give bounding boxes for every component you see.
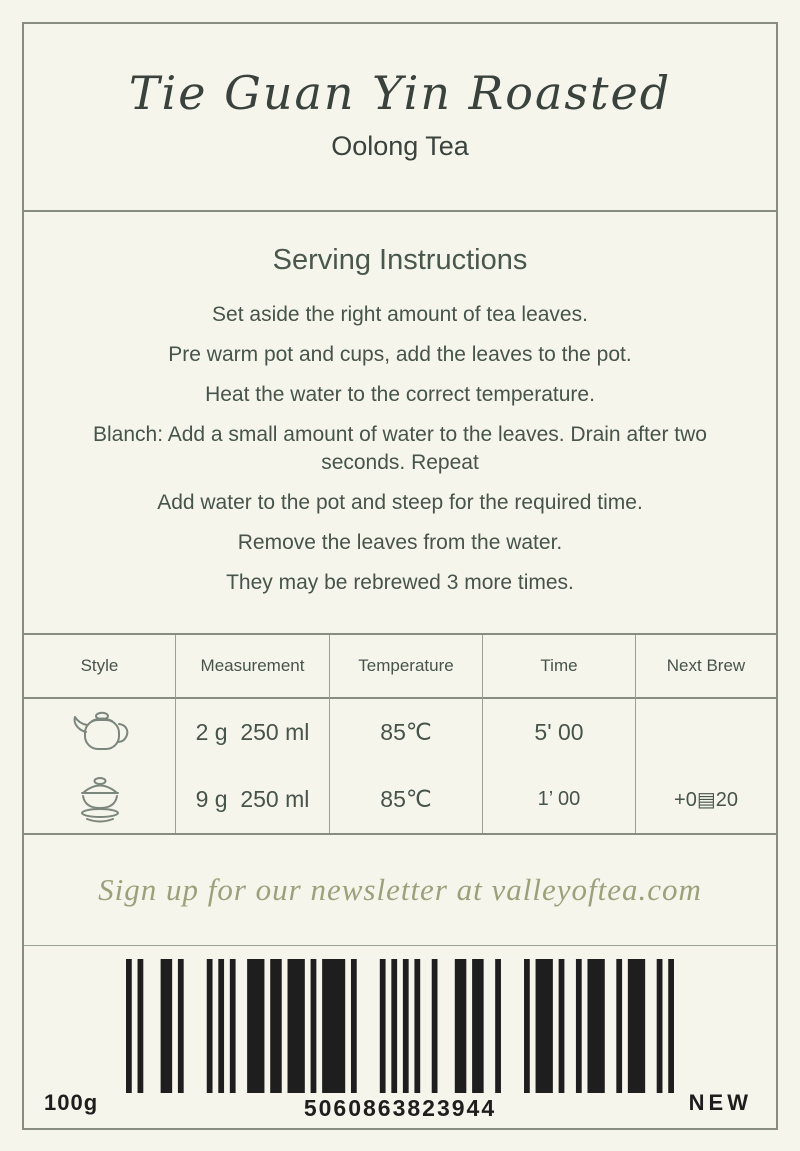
instruction-step: Add water to the pot and steep for the required time.: [157, 491, 643, 514]
label-header: [24, 24, 776, 212]
next-brew-cell: [636, 699, 776, 766]
product-title: Tie Guan Yin Roasted: [128, 66, 672, 120]
column-header-time: Time: [483, 635, 636, 699]
instruction-step: Blanch: Add a small amount of water to the leaves. Drain after two seconds. Repeat: [93, 423, 707, 474]
time-cell: 1’ 00: [483, 766, 636, 833]
tea-label: [22, 22, 778, 1130]
column-header-temperature: Temperature: [330, 635, 483, 699]
barcode-number: 5060863823944: [303, 1095, 497, 1121]
column-header-style: Style: [24, 635, 176, 699]
measurement-cell: 9 g 250 ml: [176, 766, 330, 833]
barcode: [126, 959, 674, 1093]
barcode-section: [24, 946, 776, 1128]
weight-label: 100g: [44, 1090, 99, 1115]
newsletter-banner: [24, 835, 776, 946]
instruction-step: Heat the water to the correct temperature.: [205, 383, 595, 406]
instruction-step: Set aside the right amount of tea leaves.: [212, 303, 588, 326]
instruction-step: They may be rebrewed 3 more times.: [226, 571, 574, 594]
product-subtitle: Oolong Tea: [331, 130, 469, 161]
new-badge: NEW: [688, 1090, 752, 1115]
measurement-cell: 2 g 250 ml: [176, 699, 330, 766]
column-header-next-brew: Next Brew: [636, 635, 776, 699]
temperature-cell: 85℃: [330, 699, 483, 766]
column-header-measurement: Measurement: [176, 635, 330, 699]
serving-instructions-section: [24, 212, 776, 635]
time-cell: 5' 00: [483, 699, 636, 766]
next-brew-cell: +0▤20: [674, 789, 738, 811]
serving-instructions-heading: Serving Instructions: [272, 244, 528, 276]
instruction-step: Remove the leaves from the water.: [237, 531, 563, 554]
newsletter-text: Sign up for our newsletter at valleyoftea.com: [98, 872, 702, 907]
temperature-cell: 85℃: [330, 766, 483, 833]
instruction-step: Pre warm pot and cups, add the leaves to the pot.: [168, 343, 632, 366]
style-cell: [24, 766, 176, 833]
brewing-table: [24, 635, 776, 835]
